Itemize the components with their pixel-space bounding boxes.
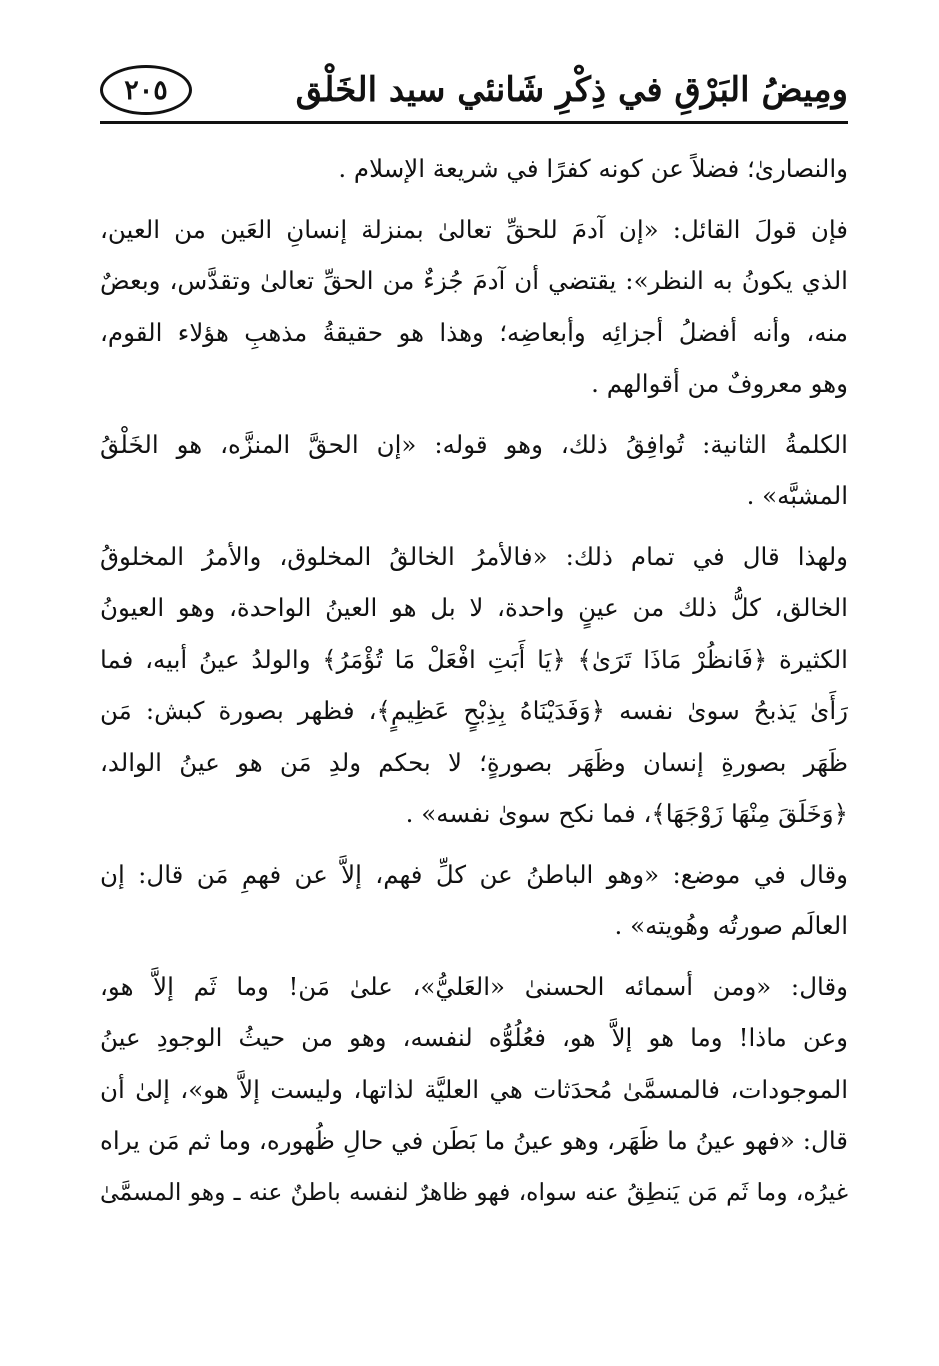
paragraph-gap [100,195,848,204]
paragraph-gap [100,952,848,961]
page-body [100,143,848,1218]
paragraph-gap [100,410,848,419]
page-number-badge [100,65,192,115]
header-divider [100,121,848,124]
text-line: الموجودات، فالمسمَّىٰ مُحدَثات هي العليَّة لذاتها، وليست إلاَّ هو»، إلىٰ أن [100,1074,848,1104]
text-line: ولهذا قال في تمام ذلك: «فالأمرُ الخالقُ المخلوق، والأمرُ المخلوقُ [100,541,848,571]
text-line: الكلمةُ الثانية: تُوافِقُ ذلك، وهو قوله: «إن الحقَّ المنزَّه، هو الخَلْقُ [100,429,848,459]
text-line: الكثيرة ﴿فَانظُرْ مَاذَا تَرَىٰ﴾ ﴿يَا أَبَتِ افْعَلْ مَا تُؤْمَرُ﴾ والولدُ عينُ أبيه، فما [100,644,848,674]
paragraph [100,849,848,952]
paragraph [100,531,848,840]
paragraph [100,961,848,1219]
paragraph [100,419,848,522]
text-line: غيرُه، وما ثَم مَن يَنطِقُ عنه سواه، فهو ظاهرٌ لنفسه باطنٌ عنه ـ وهو المسمَّىٰ [100,1177,848,1206]
text-line: فإن قولَ القائل: «إن آدمَ للحقِّ تعالىٰ بمنزلة إنسانِ العَين من العين، [100,214,848,244]
text-line: ظَهَر بصورةِ إنسان وظَهَر بصورةٍ؛ لا بحكم ولدِ مَن هو عينُ الوالد، [100,747,848,777]
text-line: منه، وأنه أفضلُ أجزائِه وأبعاضِه؛ وهذا هو حقيقةُ مذهبِ هؤلاء القوم، [100,317,848,347]
text-line: الخالق، كلُّ ذلك من عينٍ واحدة، لا بل هو العينُ الواحدة، وهو العيونُ [100,593,848,622]
paragraph-gap [100,840,848,849]
running-title: ومِيضُ البَرْقِ في ذِكْرِ شَانئي سيد الخَلْق [295,70,848,110]
text-line: وقال في موضع: «وهو الباطنُ عن كلِّ فهم، إلاَّ عن فهمِ مَن قال: إن [100,859,848,889]
paragraph [100,204,848,410]
text-line: المشبَّه» . [746,481,848,510]
text-line: وهو معروفٌ من أقوالهم . [591,369,848,398]
paragraph-gap [100,522,848,531]
paragraph [100,143,848,195]
text-line: الذي يكونُ به النظر»: يقتضي أن آدمَ جُزءٌ من الحقِّ تعالىٰ وتقدَّس، وبعضٌ [100,266,848,295]
page-number: ٢٠٥ [124,74,168,106]
page-header [100,55,848,125]
text-line: رَأَىٰ يَذبحُ سوىٰ نفسه ﴿وَفَدَيْنَاهُ بِذِبْحٍ عَظِيمٍ﴾، فظهر بصورة كبش: مَن [100,696,848,725]
text-line: قال: «فهو عينُ ما ظَهَر، وهو عينُ ما بَطَن في حالِ ظُهوره، وما ثم مَن يراه [100,1126,848,1155]
text-line: وعن ماذا! وما هو إلاَّ هو، فعُلُوُّه لنفسه، وهو من حيثُ الوجودِ عينُ [100,1023,848,1052]
text-line: العالَم صورتُه وهُويته» . [614,911,848,940]
text-line: وقال: «ومن أسمائه الحسنىٰ «العَليُّ»، علىٰ مَن! وما ثَم إلاَّ هو، [100,971,848,1001]
text-line: ﴿وَخَلَقَ مِنْهَا زَوْجَهَا﴾، فما نكح سوىٰ نفسه» . [405,799,848,828]
text-line: والنصارىٰ؛ فضلاً عن كونه كفرًا في شريعة الإسلام . [338,154,848,183]
